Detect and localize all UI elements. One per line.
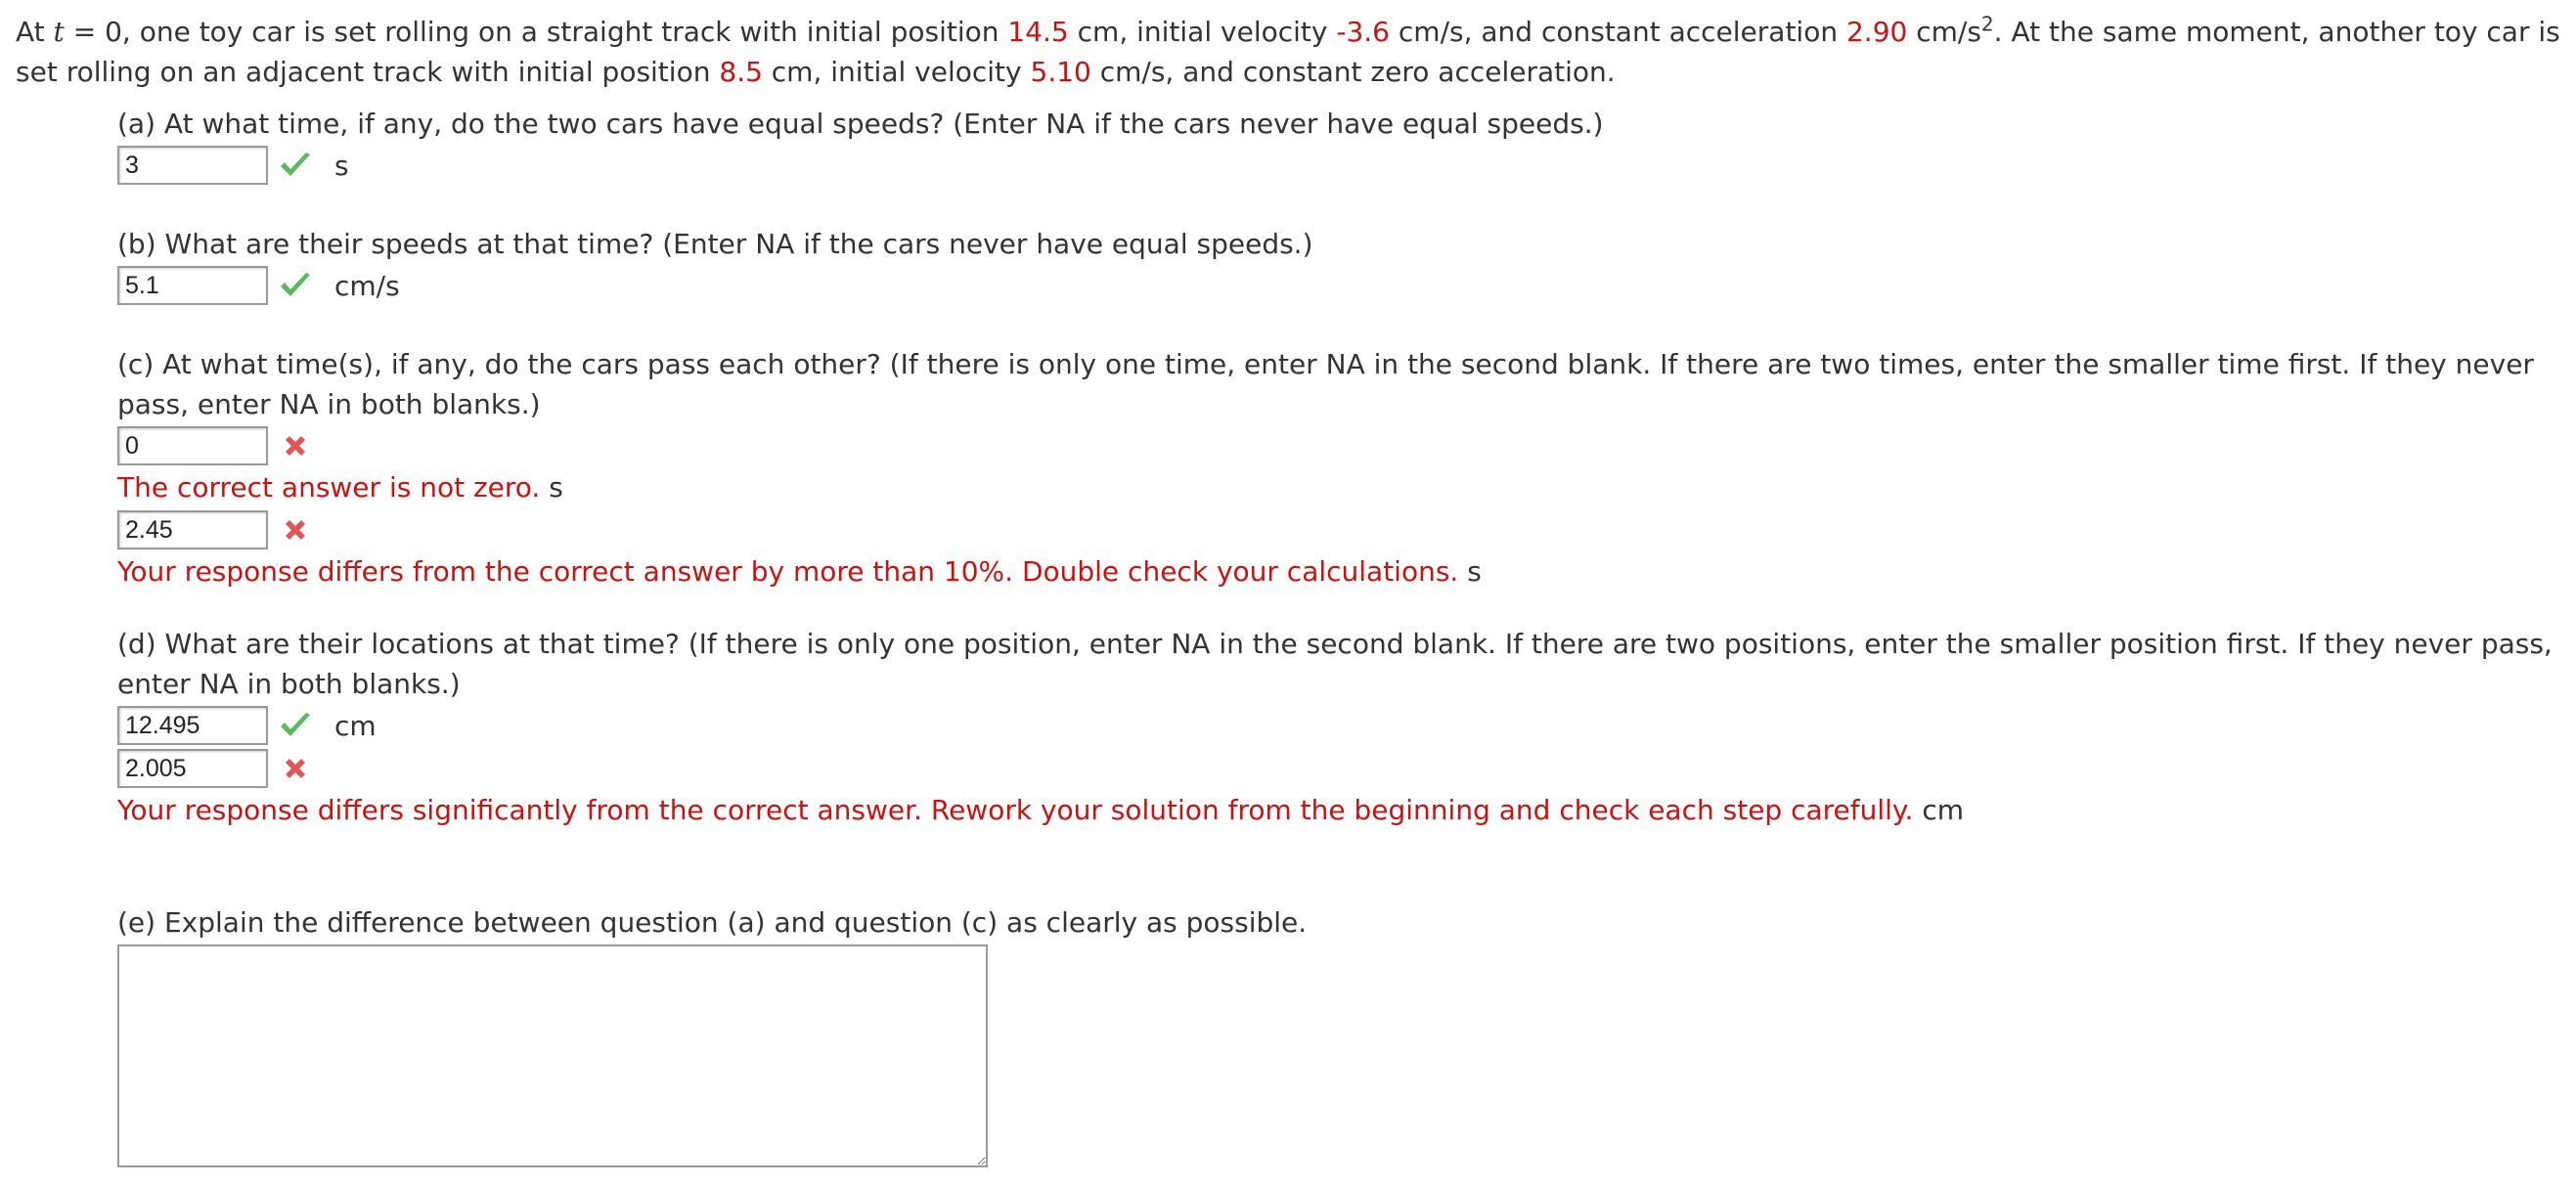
part-c-answer-row-1 — [117, 424, 2562, 467]
part-b-question: (b) What are their speeds at that time? (Enter NA if the cars never have equal speeds.) — [117, 228, 1313, 260]
part-c-answer-input-1[interactable]: 0 — [117, 426, 268, 465]
time-variable: t — [53, 16, 65, 48]
check-icon — [276, 706, 315, 745]
part-d-answer-input-1[interactable]: 12.495 — [117, 706, 268, 745]
check-icon — [276, 266, 315, 305]
part-d — [117, 624, 2562, 831]
car2-initial-position: 8.5 — [719, 56, 763, 88]
car2-initial-velocity: 5.10 — [1030, 56, 1091, 88]
car1-acceleration: 2.90 — [1845, 16, 1908, 48]
part-a — [117, 104, 2562, 187]
part-b-unit: cm/s — [334, 269, 400, 302]
part-d-answer-input-2[interactable]: 2.005 — [117, 749, 268, 788]
part-c-question: (c) At what time(s), if any, do the cars pass each other? (If there is only one time, enter NA in the second blank. If there are two times, enter the smaller time first. If they never pass, enter NA in both blanks.) — [117, 348, 2534, 420]
x-icon — [276, 749, 315, 788]
x-icon — [276, 510, 315, 549]
part-b-answer-input[interactable]: 5.1 — [117, 266, 268, 305]
part-e-answer-textarea[interactable] — [117, 944, 988, 1167]
part-d-unit: cm — [334, 709, 377, 742]
part-d-answer-row-2 — [117, 747, 2562, 790]
car1-initial-position: 14.5 — [1007, 16, 1069, 48]
check-icon — [276, 146, 315, 185]
part-e-question: (e) Explain the difference between question (a) and question (c) as clearly as possible. — [117, 906, 1308, 939]
part-b — [117, 224, 2562, 307]
part-c-answer-input-2[interactable]: 2.45 — [117, 510, 268, 549]
part-d-question: (d) What are their locations at that time? (If there is only one position, enter NA in the second blank. If there are two positions, enter the smaller position first. If they never pass, enter NA in both blanks.) — [117, 628, 2553, 700]
part-a-answer-row — [117, 144, 2562, 187]
part-a-question: (a) At what time, if any, do the two cars have equal speeds? (Enter NA if the cars never have equal speeds.) — [117, 108, 1604, 140]
part-c-answer-row-2 — [117, 508, 2562, 551]
problem-statement: At t = 0, one toy car is set rolling on a straight track with initial position 14.5 cm, initial velocity -3.6 cm/s, and constant acceleration 2.90 $cm/s^2$. At the same moment, another toy car is set rolling on an adjacent track with initial position 8.5 cm, initial velocity 5.10 cm/s, and constant zero acceleration. — [16, 12, 2560, 88]
part-a-answer-input[interactable]: 3 — [117, 146, 268, 185]
part-c-feedback-2: Your response differs from the correct answer by more than 10%. Double check your calculations. s — [117, 555, 1482, 588]
car1-initial-velocity: -3.6 — [1336, 16, 1390, 48]
x-icon — [276, 426, 315, 465]
part-e — [117, 902, 2562, 943]
part-a-unit: s — [334, 149, 349, 182]
part-d-answer-row-1 — [117, 704, 2562, 747]
part-c — [117, 344, 2562, 592]
part-b-answer-row — [117, 264, 2562, 307]
part-d-feedback-2: Your response differs significantly from the correct answer. Rework your solution from the beginning and check each step carefully. cm — [117, 794, 1964, 826]
part-c-feedback-1: The correct answer is not zero. s — [117, 471, 563, 504]
